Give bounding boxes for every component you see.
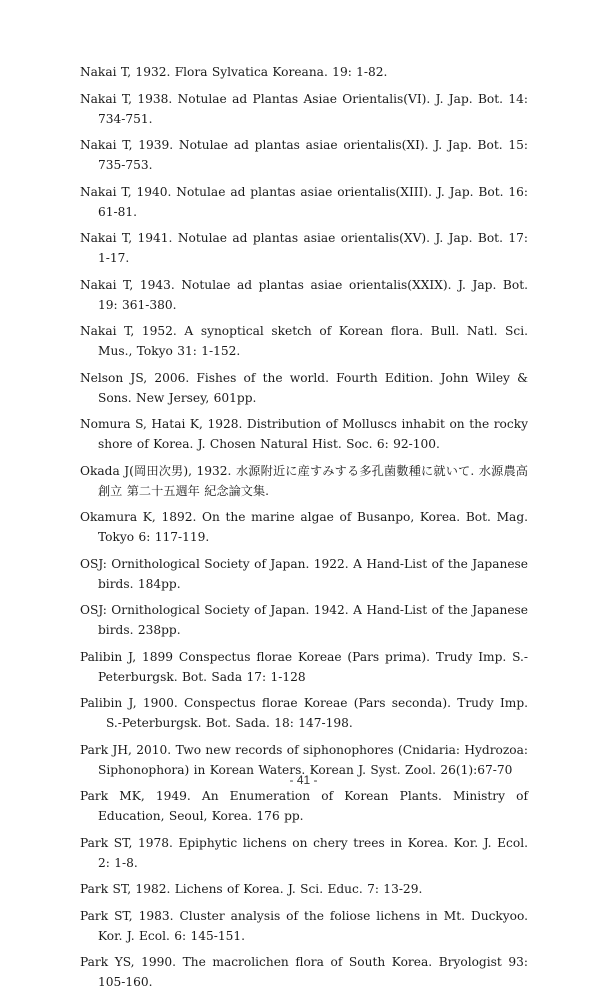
reference-entry: OSJ: Ornithological Society of Japan. 1942. A Hand-List of the Japanese birds. 238pp. bbox=[80, 603, 528, 637]
page-number: - 41 - bbox=[289, 773, 318, 787]
reference-entry: Park MK, 1949. An Enumeration of Korean Plants. Ministry of Education, Seoul, Korea. 176 pp. bbox=[80, 789, 528, 823]
reference-entry: Nelson JS, 2006. Fishes of the world. Fourth Edition. John Wiley & Sons. New Jersey, 601pp. bbox=[80, 370, 528, 405]
reference-entry: Nakai T, 1943. Notulae ad plantas asiae orientalis(XXIX). J. Jap. Bot. 19: 361-380. bbox=[80, 277, 528, 312]
reference-entry: Park ST, 1978. Epiphytic lichens on chery trees in Korea. Kor. J. Ecol. 2: 1-8. bbox=[80, 835, 528, 870]
reference-entry: Nomura S, Hatai K, 1928. Distribution of Molluscs inhabit on the rocky shore of Korea. J. Chosen Natural Hist. Soc. 6: 92-100. bbox=[80, 417, 528, 451]
reference-entry: Okamura K, 1892. On the marine algae of Busanpo, Korea. Bot. Mag. Tokyo 6: 117-119. bbox=[80, 510, 528, 544]
reference-entry: Nakai T, 1941. Notulae ad plantas asiae orientalis(XV). J. Jap. Bot. 17: 1-17. bbox=[80, 231, 528, 265]
reference-entry: Palibin J, 1900. Conspectus florae Koreae (Pars seconda). Trudy Imp. S.-Peterburgsk. Bot. Sada. 18: 147-198. bbox=[80, 696, 528, 730]
reference-entry: Park ST, 1982. Lichens of Korea. J. Sci. Educ. 7: 13-29. bbox=[80, 882, 423, 896]
reference-entry: Park ST, 1983. Cluster analysis of the foliose lichens in Mt. Duckyoo. Kor. J. Ecol. 6: 145-151. bbox=[80, 908, 528, 943]
reference-entry: Palibin J, 1899 Conspectus florae Koreae (Pars prima). Trudy Imp. S.-Peterburgsk. Bot. Sada 17: 1-128 bbox=[80, 649, 528, 684]
reference-entry: Nakai T, 1939. Notulae ad plantas asiae orientalis(XI). J. Jap. Bot. 15: 735-753. bbox=[80, 138, 528, 172]
reference-entry: Nakai T, 1932. Flora Sylvatica Koreana. 19: 1-82. bbox=[80, 65, 388, 79]
reference-entry: Nakai T, 1952. A synoptical sketch of Korean flora. Bull. Natl. Sci. Mus., Tokyo 31: 1-152. bbox=[80, 324, 528, 358]
reference-entry: Park YS, 1990. The macrolichen flora of South Korea. Bryologist 93: 105-160. bbox=[80, 955, 528, 989]
reference-entry: Nakai T, 1938. Notulae ad Plantas Asiae Orientalis(VI). J. Jap. Bot. 14: 734-751. bbox=[80, 91, 528, 126]
reference-entry: Nakai T, 1940. Notulae ad plantas asiae orientalis(XIII). J. Jap. Bot. 16: 61-81. bbox=[80, 184, 528, 219]
reference-entry: Park JH, 2010. Two new records of siphonophores (Cnidaria: Hydrozoa: Siphonophora) in Korean Waters. Korean J. Syst. Zool. 26(1):67-70 bbox=[80, 742, 528, 777]
reference-entry: OSJ: Ornithological Society of Japan. 1922. A Hand-List of the Japanese birds. 184pp. bbox=[80, 556, 528, 591]
reference-list bbox=[80, 62, 528, 999]
reference-entry: Okada J(岡田次男), 1932. 水源附近に産すみする多孔菌數種に就いて. 水源農高創立 第二十五週年 紀念論文集. bbox=[80, 463, 528, 498]
